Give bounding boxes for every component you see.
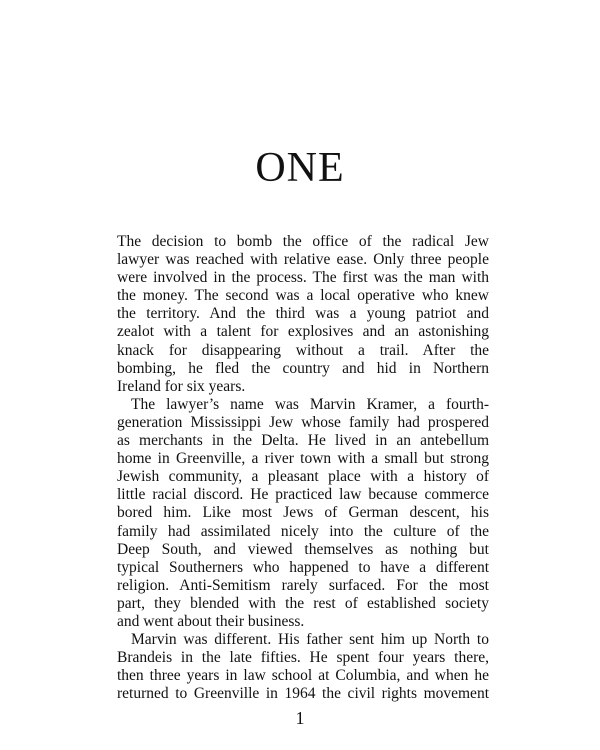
text-line: family had assimilated nicely into the culture of the: [117, 522, 489, 540]
text-line: and went about their business.: [117, 612, 305, 630]
text-line: then three years in law school at Columbia, and when he: [117, 667, 489, 685]
text-line: knack for disappearing without a trail. After the: [117, 341, 489, 359]
text-line: lawyer was reached with relative ease. Only three people: [117, 251, 489, 269]
text-line: as merchants in the Delta. He lived in an antebellum: [117, 432, 489, 450]
text-line: bored him. Like most Jews of German descent, his: [117, 504, 489, 522]
text-line: were involved in the process. The first was the man with: [117, 269, 489, 287]
text-line: the money. The second was a local operative who knew: [117, 287, 489, 305]
text-line: part, they blended with the rest of established society: [117, 594, 489, 612]
text-line: Ireland for six years.: [117, 377, 246, 395]
text-line: The lawyer’s name was Marvin Kramer, a fourth-: [131, 395, 489, 413]
text-line: The decision to bomb the office of the radical Jew: [117, 233, 489, 250]
text-line: bombing, he fled the country and hid in Northern: [117, 359, 489, 377]
text-line: Jewish community, a pleasant place with a history of: [117, 468, 489, 486]
text-line: zealot with a talent for explosives and an astonishing: [117, 323, 489, 341]
text-line: returned to Greenville in 1964 the civil rights movement: [117, 685, 489, 703]
text-line: generation Mississippi Jew whose family had prospered: [117, 413, 489, 431]
text-line: Marvin was different. His father sent him up North to: [131, 631, 489, 649]
text-line: Deep South, and viewed themselves as nothing but: [117, 540, 489, 558]
text-line: the territory. And the third was a young patriot and: [117, 305, 489, 323]
text-line: Brandeis in the late fifties. He spent four years there,: [117, 649, 489, 667]
text-line: home in Greenville, a river town with a small but strong: [117, 450, 489, 468]
text-line: religion. Anti-Semitism rarely surfaced. For the most: [117, 576, 489, 594]
text-line: typical Southerners who happened to have a different: [117, 558, 489, 576]
page-number: 1: [295, 708, 305, 728]
chapter-title: ONE: [255, 145, 345, 191]
text-line: little racial discord. He practiced law because commerce: [117, 486, 489, 504]
body-text: [117, 233, 489, 703]
